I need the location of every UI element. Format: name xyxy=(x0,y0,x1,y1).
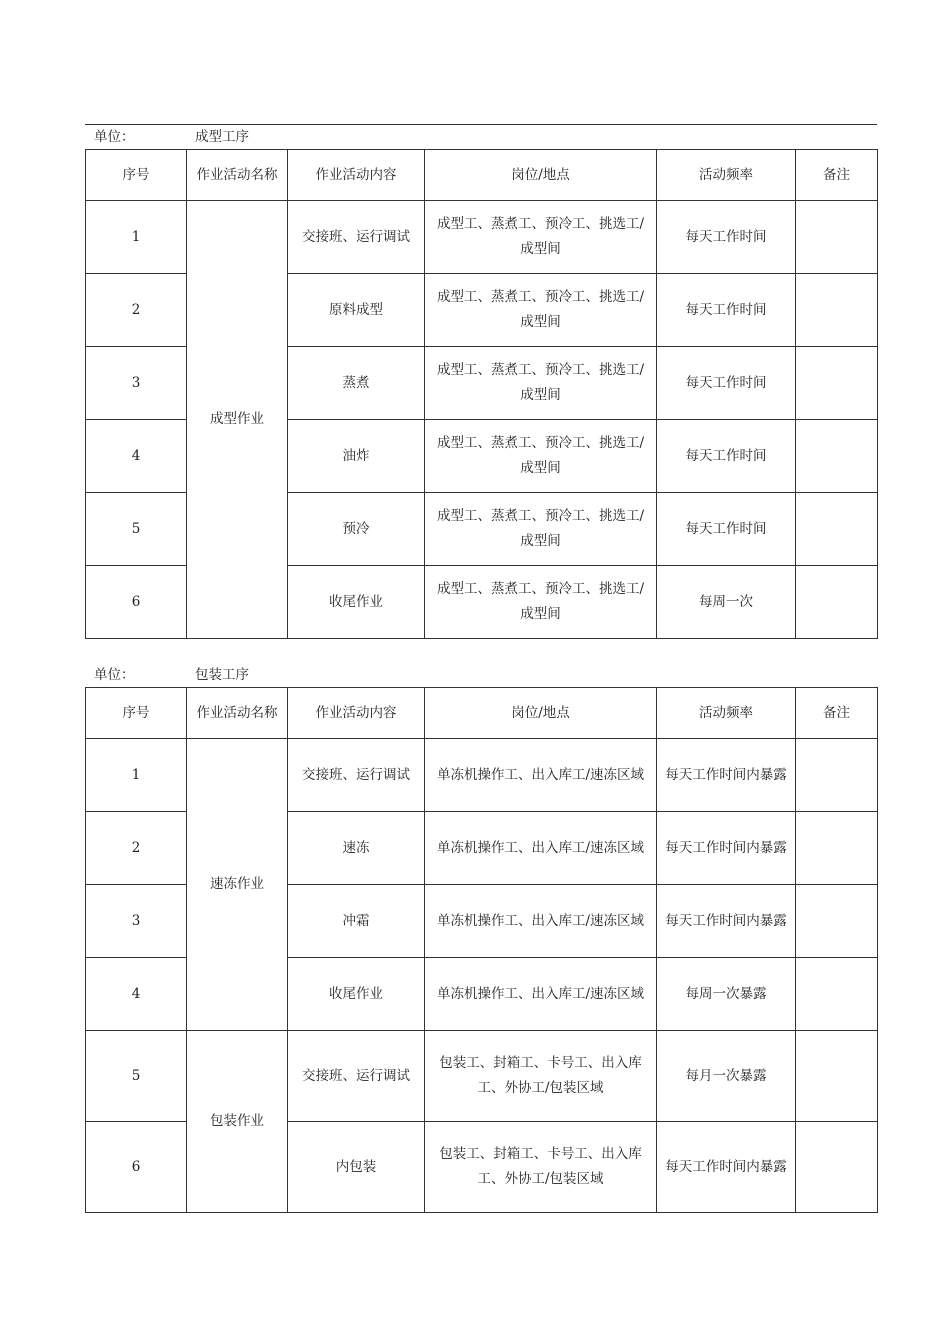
row-no: 3 xyxy=(86,885,187,958)
row-frequency: 每月一次暴露 xyxy=(657,1031,796,1122)
table-row xyxy=(86,1031,878,1122)
row-frequency: 每周一次暴露 xyxy=(657,958,796,1031)
row-post: 单冻机操作工、出入库工/速冻区域 xyxy=(425,812,657,885)
top-rule xyxy=(85,124,877,125)
row-frequency: 每天工作时间 xyxy=(657,274,796,347)
row-content: 收尾作业 xyxy=(288,958,425,1031)
row-content: 交接班、运行调试 xyxy=(288,1031,425,1122)
row-post: 成型工、蒸煮工、预冷工、挑选工/成型间 xyxy=(425,493,657,566)
row-note xyxy=(796,812,878,885)
row-post: 成型工、蒸煮工、预冷工、挑选工/成型间 xyxy=(425,347,657,420)
row-post: 单冻机操作工、出入库工/速冻区域 xyxy=(425,958,657,1031)
row-no: 1 xyxy=(86,739,187,812)
activity-group-cell: 速冻作业 xyxy=(187,739,288,1031)
row-no: 4 xyxy=(86,420,187,493)
row-frequency: 每天工作时间内暴露 xyxy=(657,739,796,812)
header-note: 备注 xyxy=(796,688,878,739)
table-header-row xyxy=(86,688,878,739)
row-post: 包装工、封箱工、卡号工、出入库工、外协工/包装区域 xyxy=(425,1122,657,1213)
row-note xyxy=(796,739,878,812)
row-note xyxy=(796,420,878,493)
row-no: 2 xyxy=(86,274,187,347)
unit-label: 单位： xyxy=(94,129,135,145)
row-post: 单冻机操作工、出入库工/速冻区域 xyxy=(425,885,657,958)
header-activity-name: 作业活动名称 xyxy=(187,150,288,201)
row-post: 成型工、蒸煮工、预冷工、挑选工/成型间 xyxy=(425,566,657,639)
row-frequency: 每天工作时间内暴露 xyxy=(657,812,796,885)
header-post-location: 岗位/地点 xyxy=(425,688,657,739)
row-frequency: 每天工作时间 xyxy=(657,420,796,493)
row-no: 2 xyxy=(86,812,187,885)
row-note xyxy=(796,958,878,1031)
row-no: 5 xyxy=(86,1031,187,1122)
header-activity-content: 作业活动内容 xyxy=(288,150,425,201)
row-frequency: 每周一次 xyxy=(657,566,796,639)
row-note xyxy=(796,274,878,347)
table-row xyxy=(86,201,878,274)
header-post-location: 岗位/地点 xyxy=(425,150,657,201)
row-frequency: 每天工作时间 xyxy=(657,493,796,566)
row-post: 单冻机操作工、出入库工/速冻区域 xyxy=(425,739,657,812)
activity-table-forming xyxy=(85,149,878,639)
row-content: 蒸煮 xyxy=(288,347,425,420)
row-content: 速冻 xyxy=(288,812,425,885)
row-note xyxy=(796,885,878,958)
row-content: 原料成型 xyxy=(288,274,425,347)
row-post: 成型工、蒸煮工、预冷工、挑选工/成型间 xyxy=(425,201,657,274)
row-note xyxy=(796,347,878,420)
unit-value: 成型工序 xyxy=(195,129,249,145)
unit-label: 单位： xyxy=(94,667,135,683)
row-no: 1 xyxy=(86,201,187,274)
row-content: 收尾作业 xyxy=(288,566,425,639)
row-no: 3 xyxy=(86,347,187,420)
row-no: 5 xyxy=(86,493,187,566)
row-note xyxy=(796,566,878,639)
header-frequency: 活动频率 xyxy=(657,150,796,201)
row-content: 预冷 xyxy=(288,493,425,566)
header-no: 序号 xyxy=(86,688,187,739)
row-no: 6 xyxy=(86,566,187,639)
row-note xyxy=(796,1122,878,1213)
unit-value: 包装工序 xyxy=(195,667,249,683)
row-no: 4 xyxy=(86,958,187,1031)
row-frequency: 每天工作时间内暴露 xyxy=(657,1122,796,1213)
row-note xyxy=(796,1031,878,1122)
row-note xyxy=(796,201,878,274)
row-content: 油炸 xyxy=(288,420,425,493)
header-frequency: 活动频率 xyxy=(657,688,796,739)
row-content: 交接班、运行调试 xyxy=(288,739,425,812)
header-no: 序号 xyxy=(86,150,187,201)
header-activity-content: 作业活动内容 xyxy=(288,688,425,739)
row-content: 冲霜 xyxy=(288,885,425,958)
row-frequency: 每天工作时间内暴露 xyxy=(657,885,796,958)
activity-group-cell: 成型作业 xyxy=(187,201,288,639)
row-frequency: 每天工作时间 xyxy=(657,347,796,420)
header-note: 备注 xyxy=(796,150,878,201)
row-post: 成型工、蒸煮工、预冷工、挑选工/成型间 xyxy=(425,420,657,493)
row-note xyxy=(796,493,878,566)
row-post: 包装工、封箱工、卡号工、出入库工、外协工/包装区域 xyxy=(425,1031,657,1122)
row-no: 6 xyxy=(86,1122,187,1213)
row-frequency: 每天工作时间 xyxy=(657,201,796,274)
row-content: 交接班、运行调试 xyxy=(288,201,425,274)
table-row xyxy=(86,739,878,812)
table-header-row xyxy=(86,150,878,201)
header-activity-name: 作业活动名称 xyxy=(187,688,288,739)
row-post: 成型工、蒸煮工、预冷工、挑选工/成型间 xyxy=(425,274,657,347)
activity-group-cell: 包装作业 xyxy=(187,1031,288,1213)
row-content: 内包装 xyxy=(288,1122,425,1213)
activity-table-packing xyxy=(85,687,878,1213)
